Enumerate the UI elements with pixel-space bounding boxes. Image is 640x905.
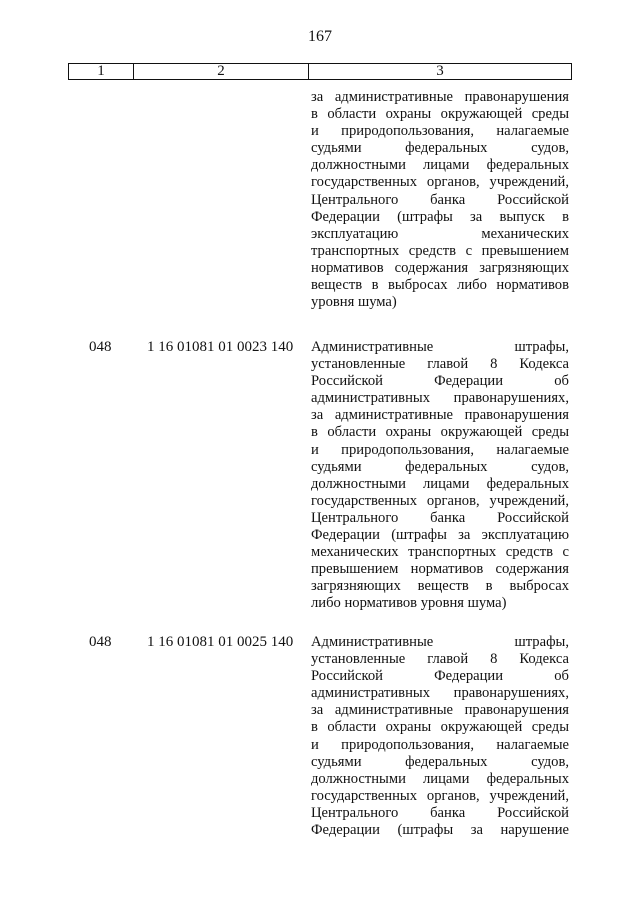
text-line: государственных органов, учреждений,	[311, 174, 569, 191]
entry-description	[311, 339, 569, 613]
text-line: Федерации (штрафы за нарушение	[311, 822, 569, 839]
text-line: транспортных средств с превышением	[311, 242, 569, 259]
text-line: и природопользования, налагаемые	[311, 441, 569, 458]
text-line: должностными лицами федеральных	[311, 157, 569, 174]
text-line: за административные правонарушения	[311, 407, 569, 424]
text-line: веществ в выбросах либо нормативов	[311, 277, 569, 294]
continuation-text	[311, 89, 569, 311]
text-line: должностными лицами федеральных	[311, 770, 569, 787]
column-header-1: 1	[69, 64, 134, 80]
admin-code: 048	[89, 339, 112, 355]
text-line: Федерации (штрафы за выпуск в	[311, 208, 569, 225]
text-line: административных правонарушениях,	[311, 390, 569, 407]
text-line: судьями федеральных судов,	[311, 458, 569, 475]
text-line: Российской Федерации об	[311, 668, 569, 685]
text-line: Административные штрафы,	[311, 634, 569, 650]
text-line: за административные правонарушения	[311, 89, 569, 105]
text-line: судьями федеральных судов,	[311, 140, 569, 157]
text-line: Центрального банка Российской	[311, 804, 569, 821]
text-line: нормативов содержания загрязняющих	[311, 259, 569, 276]
text-line: Центрального банка Российской	[311, 509, 569, 526]
text-line: государственных органов, учреждений,	[311, 787, 569, 804]
text-line: загрязняющих веществ в выбросах	[311, 578, 569, 595]
text-line: либо нормативов уровня шума)	[311, 595, 507, 612]
text-line: в области охраны окружающей среды	[311, 719, 569, 736]
text-line: в области охраны окружающей среды	[311, 106, 569, 123]
text-line: механических транспортных средств с	[311, 544, 569, 561]
text-line: Федерации (штрафы за эксплуатацию	[311, 527, 569, 544]
text-line: государственных органов, учреждений,	[311, 492, 569, 509]
text-line: Российской Федерации об	[311, 373, 569, 390]
text-line: превышением нормативов содержания	[311, 561, 569, 578]
entry-description	[311, 634, 569, 839]
text-line: должностными лицами федеральных	[311, 475, 569, 492]
column-header-2: 2	[134, 64, 309, 80]
text-line: и природопользования, налагаемые	[311, 736, 569, 753]
budget-classification-code: 1 16 01081 01 0025 140	[147, 634, 294, 650]
column-header-row	[69, 64, 572, 80]
text-line: в области охраны окружающей среды	[311, 424, 569, 441]
budget-classification-code: 1 16 01081 01 0023 140	[147, 339, 294, 355]
page-number: 167	[308, 28, 332, 45]
text-line: судьями федеральных судов,	[311, 753, 569, 770]
text-line: уровня шума)	[311, 294, 397, 311]
text-line: установленные главой 8 Кодекса	[311, 356, 569, 373]
text-line: и природопользования, налагаемые	[311, 123, 569, 140]
column-header-table	[68, 63, 572, 80]
text-line: административных правонарушениях,	[311, 685, 569, 702]
text-line: Центрального банка Российской	[311, 191, 569, 208]
text-line: эксплуатацию механических	[311, 225, 569, 242]
text-line: Административные штрафы,	[311, 339, 569, 355]
admin-code: 048	[89, 634, 112, 650]
text-line: установленные главой 8 Кодекса	[311, 651, 569, 668]
text-line: за административные правонарушения	[311, 702, 569, 719]
column-header-3: 3	[309, 64, 572, 80]
